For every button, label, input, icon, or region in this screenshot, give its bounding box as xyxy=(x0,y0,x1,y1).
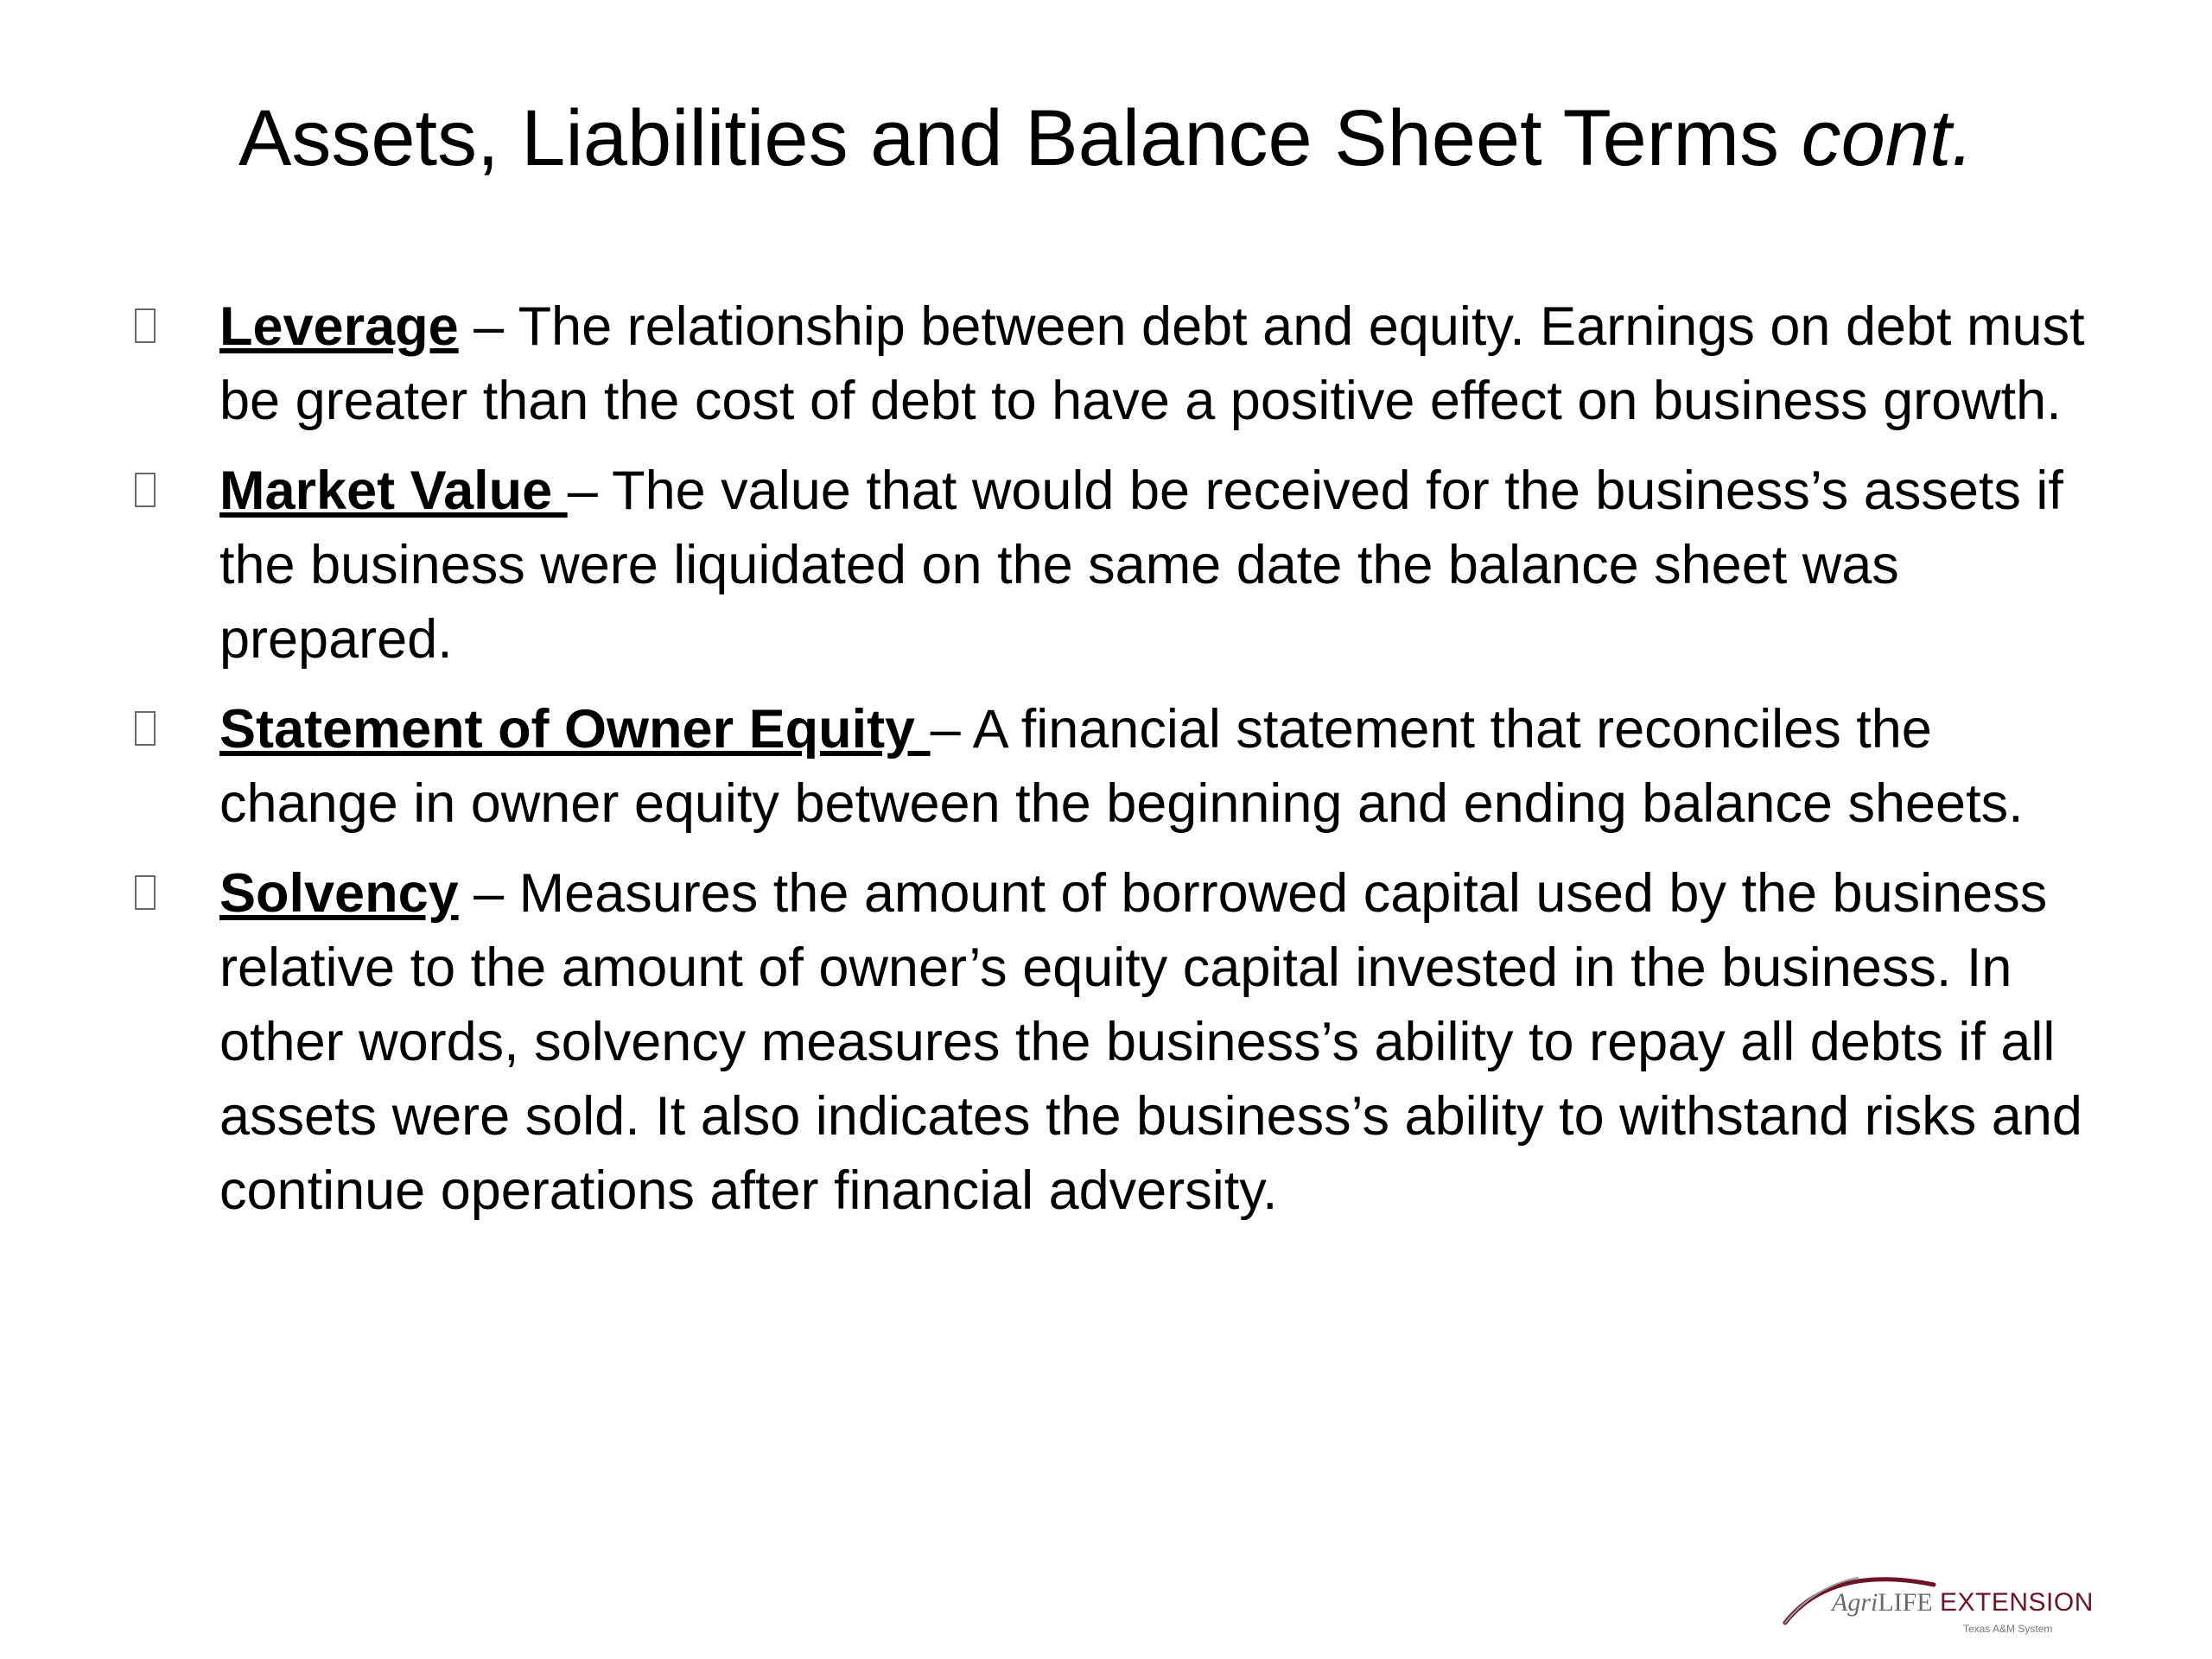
bullet-item-leverage xyxy=(130,289,2117,438)
bullet-term: Market Value xyxy=(219,461,568,521)
logo-extension-text: EXTENSION xyxy=(1940,1588,2094,1617)
logo-life-text: LIFE xyxy=(1878,1588,1933,1617)
bullet-definition: – The value that would be received for the business’s assets if the business were liquidated on the same date the balance sheet was prepared. xyxy=(219,461,2063,670)
bullet-term: Statement of Owner Equity xyxy=(219,699,931,760)
logo-system-text: Texas A&M System xyxy=(1963,1623,2053,1635)
bullet-icon xyxy=(135,875,156,910)
agrilife-extension-logo xyxy=(1780,1555,2094,1637)
bullet-definition: – Measures the amount of borrowed capital used by the business relative to the amount of owner’s equity capital invested in the business. In other words, solvency measures the business’s ability to repay all debts if all assets were sold. It also indicates the business’s ability to withstand risks and continue operations after financial adversity. xyxy=(219,863,2082,1221)
logo-agri-text: Agri xyxy=(1832,1588,1878,1617)
slide-title xyxy=(0,86,2212,190)
bullet-definition: – The relationship between debt and equity. Earnings on debt must be greater than the cost of debt to have a positive effect on business growth. xyxy=(219,296,2085,431)
bullet-term: Leverage xyxy=(219,296,459,357)
bullet-definition: – A financial statement that reconciles the change in owner equity between the beginning and ending balance sheets. xyxy=(219,699,2024,834)
bullet-item-solvency xyxy=(130,856,2117,1228)
bullet-icon xyxy=(135,711,156,746)
bullet-icon xyxy=(135,308,156,343)
slide-title-text: Assets, Liabilities and Balance Sheet Terms xyxy=(238,94,1780,182)
logo-wordmark xyxy=(1832,1588,2094,1618)
slide-title-suffix: cont. xyxy=(1801,94,1974,182)
bullet-icon xyxy=(135,473,156,507)
bullet-item-statement-of-owner-equity xyxy=(130,692,2117,841)
bullet-item-market-value xyxy=(130,454,2117,677)
bullet-list xyxy=(130,289,2117,1243)
bullet-term: Solvency xyxy=(219,863,459,924)
